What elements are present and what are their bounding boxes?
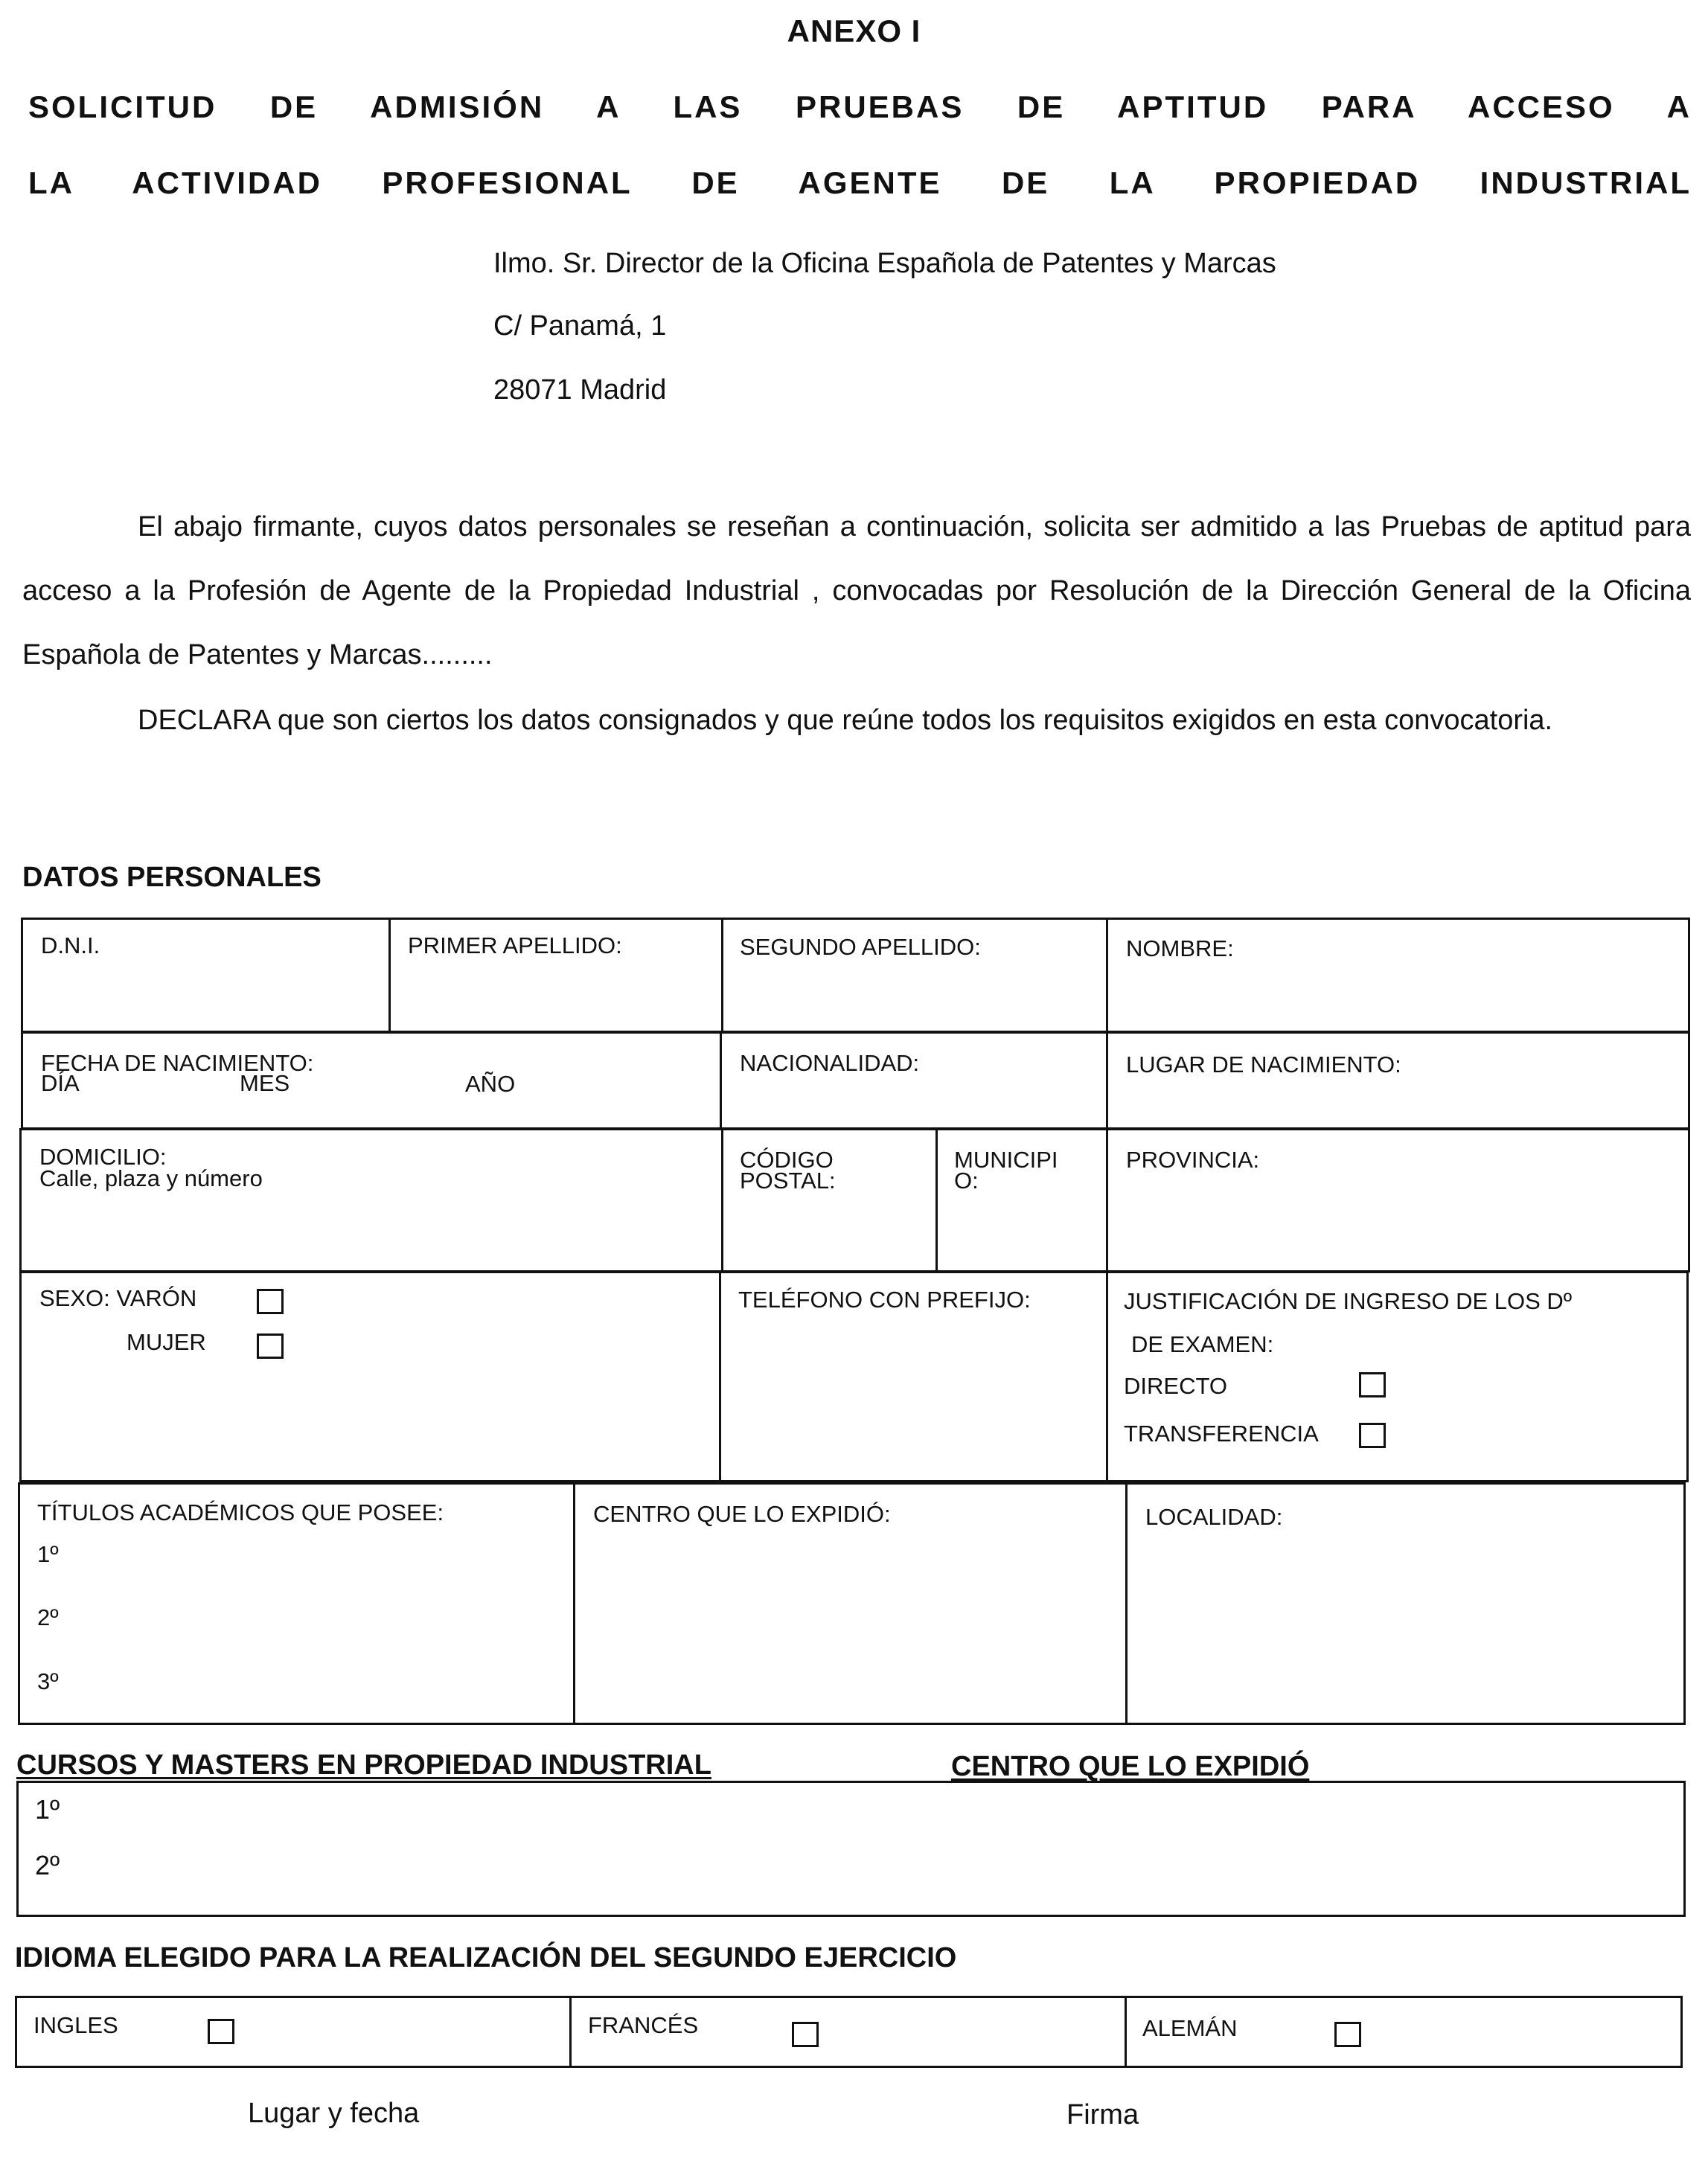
year-label: AÑO: [465, 1071, 516, 1097]
payment-justification-label: JUSTIFICACIÓN DE INGRESO DE LOS Dº: [1124, 1288, 1573, 1314]
address-city: 28071 Madrid: [493, 374, 667, 406]
course-1-label: 1º: [35, 1794, 60, 1825]
degree-1-field[interactable]: [67, 1533, 566, 1578]
locality-label: LOCALIDAD:: [1145, 1504, 1283, 1530]
language-table: [15, 1996, 1683, 2068]
form-title-line-1: SOLICITUD DE ADMISIÓN A LAS PRUEBAS DE APTITUD PARA ACCESO A: [28, 89, 1692, 124]
degree-1-label: 1º: [37, 1541, 59, 1567]
province-label: PROVINCIA:: [1126, 1147, 1260, 1173]
issuing-center-label: CENTRO QUE LO EXPIDIÓ:: [593, 1501, 891, 1527]
birth-date-field[interactable]: [26, 1098, 714, 1126]
birthplace-label: LUGAR DE NACIMIENTO:: [1126, 1051, 1401, 1078]
section-heading-personal-data: DATOS PERSONALES: [22, 862, 322, 893]
english-label: INGLES: [33, 2012, 118, 2038]
french-checkbox[interactable]: [792, 2022, 819, 2047]
courses-issuing-center-heading: CENTRO QUE LO EXPIDIÓ: [951, 1751, 1310, 1782]
nationality-label: NACIONALIDAD:: [740, 1050, 920, 1076]
birthplace-field[interactable]: [1112, 1083, 1685, 1126]
german-label: ALEMÁN: [1142, 2015, 1238, 2041]
postal-code-label-1: CÓDIGO: [740, 1147, 834, 1173]
nationality-field[interactable]: [726, 1083, 1101, 1126]
municipality-field[interactable]: [941, 1194, 1101, 1269]
month-label: MES: [240, 1070, 290, 1096]
annex-title: ANEXO I: [787, 13, 921, 48]
degree-3-label: 3º: [37, 1668, 59, 1694]
german-checkbox[interactable]: [1334, 2022, 1361, 2047]
name-label: NOMBRE:: [1126, 935, 1234, 961]
degree-2-field[interactable]: [67, 1596, 566, 1641]
address-label: DOMICILIO:: [39, 1144, 167, 1170]
address-field[interactable]: [26, 1194, 714, 1269]
sex-female-checkbox[interactable]: [257, 1333, 284, 1359]
declaration-paragraph: DECLARA que son ciertos los datos consignados y que reúne todos los requisitos exigidos en esta convocatoria.: [138, 705, 1553, 736]
direct-payment-checkbox[interactable]: [1359, 1372, 1386, 1397]
request-paragraph: El abajo firmante, cuyos datos personales se reseñan a continuación, solicita ser admitido a las Pruebas de aptitud para acceso a la Profesión de Agente de la Propiedad Industrial , convocadas por Resolución de la Dirección General de la Oficina Española de Patentes y Marcas.........: [22, 511, 1691, 670]
dni-field[interactable]: [26, 967, 383, 1027]
postal-code-label-2: POSTAL:: [740, 1168, 836, 1194]
phone-field[interactable]: [726, 1321, 1101, 1477]
sex-female-label: MUJER: [127, 1329, 206, 1355]
issuing-center-field[interactable]: [580, 1537, 1120, 1719]
direct-payment-label: DIRECTO: [1124, 1373, 1227, 1399]
course-2-field[interactable]: [74, 1842, 1675, 1890]
postal-code-field[interactable]: [726, 1194, 930, 1269]
course-2-label: 2º: [35, 1850, 60, 1880]
phone-label: TELÉFONO CON PREFIJO:: [738, 1287, 1031, 1313]
place-date-label: Lugar y fecha: [248, 2098, 420, 2129]
first-surname-label: PRIMER APELLIDO:: [408, 932, 622, 958]
first-surname-field[interactable]: [394, 967, 716, 1027]
address-hint: Calle, plaza y número: [39, 1165, 263, 1191]
locality-field[interactable]: [1133, 1537, 1680, 1719]
address-street: C/ Panamá, 1: [493, 310, 667, 342]
province-field[interactable]: [1112, 1176, 1685, 1269]
day-label: DÍA: [41, 1070, 80, 1096]
second-surname-label: SEGUNDO APELLIDO:: [740, 934, 981, 960]
municipality-label-2: O:: [954, 1168, 979, 1194]
birth-date-label: FECHA DE NACIMIENTO:: [41, 1050, 314, 1076]
degree-3-field[interactable]: [67, 1659, 566, 1704]
english-checkbox[interactable]: [208, 2019, 234, 2044]
name-field[interactable]: [1112, 967, 1685, 1027]
transfer-payment-checkbox[interactable]: [1359, 1423, 1386, 1448]
section-heading-courses: CURSOS Y MASTERS EN PROPIEDAD INDUSTRIAL: [16, 1749, 711, 1781]
second-surname-field[interactable]: [727, 967, 1101, 1027]
section-heading-language: IDIOMA ELEGIDO PARA LA REALIZACIÓN DEL SEGUNDO EJERCICIO: [15, 1942, 957, 1973]
addressee-line: Ilmo. Sr. Director de la Oficina Española de Patentes y Marcas: [493, 248, 1276, 279]
transfer-payment-label: TRANSFERENCIA: [1124, 1421, 1319, 1447]
form-title-line-2: LA ACTIVIDAD PROFESIONAL DE AGENTE DE LA PROPIEDAD INDUSTRIAL: [28, 165, 1692, 200]
degrees-label: TÍTULOS ACADÉMICOS QUE POSEE:: [37, 1499, 444, 1525]
sex-male-label: SEXO: VARÓN: [39, 1285, 197, 1311]
dni-label: D.N.I.: [41, 932, 100, 958]
signature-label: Firma: [1066, 2099, 1139, 2130]
exam-fee-label: DE EXAMEN:: [1131, 1331, 1274, 1357]
municipality-label-1: MUNICIPI: [954, 1147, 1058, 1173]
degree-2-label: 2º: [37, 1604, 59, 1630]
sex-male-checkbox[interactable]: [257, 1289, 284, 1314]
course-1-field[interactable]: [74, 1786, 1675, 1834]
french-label: FRANCÉS: [588, 2012, 699, 2038]
